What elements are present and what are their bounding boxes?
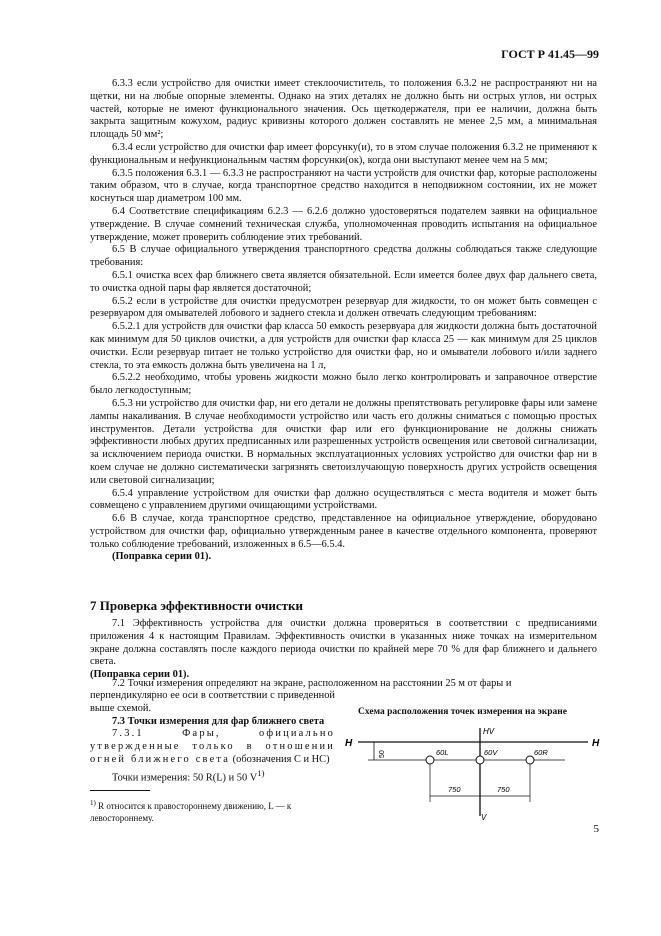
- para-7-3-1: [90, 728, 335, 766]
- measure-points: [90, 767, 335, 785]
- measurement-points-diagram: [340, 722, 605, 822]
- measure-points-text: Точки измерения: 50 R(L) и 50 V: [112, 772, 258, 784]
- para-7-2-cont: перпендикулярно ее оси в соответствии с приведенной выше схемой.: [90, 690, 335, 714]
- label-hv: HV: [483, 727, 495, 736]
- footnote: [90, 797, 335, 824]
- document-number: ГОСТ Р 41.45—99: [501, 47, 599, 61]
- para-6-5-3: 6.5.3 ни устройство для очистки фар, ни его детали не должны препятствовать регулировке фары или замене лампы накаливания. В случае необходимости устройство или часть его должны сниматься с помощью простых инструментов. Детали устройства для очистки фар или его функционирование не должны снижать эффективности любых других предписанных или разрешенных устройств освещения или световой сигнализации, за исключением периода очистки. В нормальных эксплуатационных условиях устройство для очистки фар ни в коем случае не должно систематически загрязнять светоизлучающую поверхность других устройств освещения или световой сигнализации;: [90, 397, 597, 486]
- section-7-title: 7 Проверка эффективности очистки: [90, 598, 304, 613]
- para-6-5-2-1: 6.5.2.1 для устройств для очистки фар класса 50 емкость резервуара для жидкости должна быть достаточной как минимум для 50 циклов очистки, а для устройств для очистки фар класса 25 — как минимум для 25 циклов очистки. Если резервуар питает не только устройство для очистки фар, но и омыватели лобового и/или заднего стекла, то эта емкость должна быть увеличена на 1 л,: [90, 321, 597, 371]
- para-7-2-first-line: [90, 678, 597, 691]
- diagram-caption: Схема расположения точек измерения на экране: [358, 707, 567, 717]
- heading-7-3: 7.3 Точки измерения для фар ближнего света: [112, 715, 325, 727]
- label-dist-right: 750: [497, 785, 510, 794]
- page-number: 5: [593, 823, 599, 835]
- para-7-3-1-rest: (обозначения C и HC): [230, 753, 330, 765]
- label-h-right: H: [592, 738, 600, 749]
- label-60r: 60R: [534, 748, 548, 757]
- label-offset: 50: [379, 750, 386, 758]
- footnote-text: R относится к правостороннему движению, L — к левостороннему.: [90, 801, 292, 823]
- para-6-5-2-2: 6.5.2.2 необходимо, чтобы уровень жидкости можно было легко контролировать и заправочное отверстие было легкодоступным;: [90, 372, 597, 397]
- label-v: V: [481, 813, 487, 822]
- para-6-3-5: 6.3.5 положения 6.3.1 — 6.3.3 не распространяют на части устройств для очистки фар, которые расположены таким образом, что в случае, когда транспортное средство находится в неподвижном состоянии, их не может коснуться шар диаметром 100 мм.: [90, 167, 597, 205]
- amendment-note-2: (Поправка серии 01).: [90, 669, 190, 681]
- footnote-rule: [90, 790, 150, 791]
- label-60l: 60L: [436, 748, 449, 757]
- amendment-note: (Поправка серии 01).: [112, 551, 212, 563]
- footnote-ref: 1): [257, 767, 265, 778]
- para-7-2: 7.2 Точки измерения определяют на экране, расположенном на расстоянии 25 м от фары и: [112, 678, 512, 689]
- para-6-5: 6.5 В случае официального утверждения транспортного средства должны соблюдаться также следующие требования:: [90, 244, 597, 269]
- section-7-body: [90, 618, 597, 682]
- label-60v: 60V: [484, 748, 498, 757]
- footnote-mark: 1): [90, 799, 96, 807]
- point-60v: [476, 756, 484, 764]
- label-h-left: H: [345, 738, 353, 749]
- para-6-5-1: 6.5.1 очистка всех фар ближнего света является обязательной. Если имеется более двух фар дальнего света, то очистка одной пары фар является достаточной;: [90, 269, 597, 294]
- para-7-3-1-spaced: 7.3.1 Фары, официально утвержденные только в отношении огней ближнего света: [90, 728, 335, 765]
- label-dist-left: 750: [448, 785, 461, 794]
- point-60r: [526, 756, 534, 764]
- point-60l: [426, 756, 434, 764]
- para-6-6: 6.6 В случае, когда транспортное средство, представленное на официальное утверждение, оборудовано устройством для очистки фар, официально утвержденным ранее в качестве отдельного компонента, проверяют только соблюдение требований, изложенных в 6.5—6.5.4.: [90, 513, 597, 550]
- para-6-3-4: 6.3.4 если устройство для очистки фар имеет форсунку(и), то в этом случае положения 6.3.2 не применяют к функциональным и нефункциональным частям форсунки(ок), когда они выступают менее чем на 5 мм;: [90, 141, 597, 166]
- paragraphs-top: [90, 78, 597, 564]
- para-7-1: 7.1 Эффективность устройства для очистки должна проверяться в соответствии с предписаниями приложения 4 к настоящим Правилам. Эффективность очистки в указанных ниже точках на измерительном экране должна составлять после каждого периода очистки по крайней мере 70 % для фар ближнего и дальнего света.: [90, 618, 597, 668]
- para-6-5-2: 6.5.2 если в устройстве для очистки предусмотрен резервуар для жидкости, то он может быть совмещен с резервуаром для омывателей лобового и заднего стекла и должен отвечать следующим требованиям:: [90, 295, 597, 320]
- para-6-5-4: 6.5.4 управление устройством для очистки фар должно осуществляться с места водителя и может быть совмещено с управлением другими очищающими устройствами.: [90, 487, 597, 512]
- para-6-4: 6.4 Соответствие спецификациям 6.2.3 — 6.2.6 должно удостоверяться подателем заявки на официальное утверждение. В случае сомнений техническая служба, уполномоченная проводить испытания на официальное утверждение, может проверить соблюдение этих требований.: [90, 205, 597, 243]
- para-6-3-3: 6.3.3 если устройство для очистки имеет стеклоочиститель, то положения 6.3.2 не распространяют ни на щетки, ни на любые опорные элементы. Однако на этих деталях не должно быть ни острых углов, ни острых частей, которые не имеют функционального значения. Ось щеткодержателя, при ее наличии, должна быть закрыта защитным кожухом, радиус кривизны которого должен составлять не менее 2,5 мм, а минимальная площадь 50 мм²;: [90, 78, 597, 141]
- left-column: [90, 690, 335, 785]
